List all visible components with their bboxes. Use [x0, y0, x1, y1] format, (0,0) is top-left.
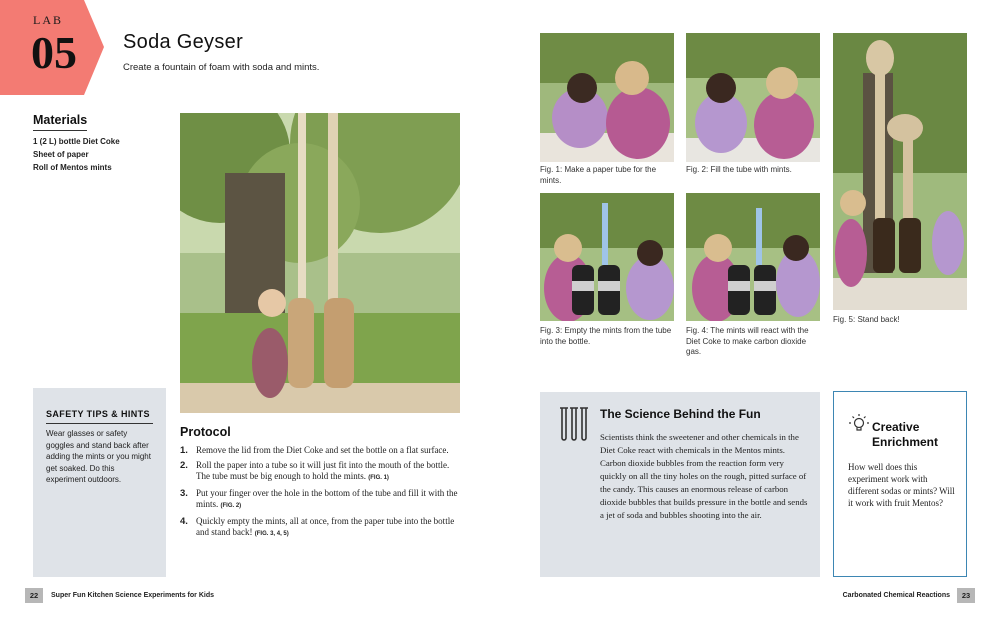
figure-1-caption: Fig. 1: Make a paper tube for the mints. — [540, 165, 657, 185]
main-photo — [180, 113, 460, 413]
list-item: 1 (2 L) bottle Diet Coke — [33, 137, 120, 146]
figure-reference: (FIG. 1) — [368, 475, 389, 481]
creative-heading: Creative Enrichment — [872, 420, 939, 449]
list-item: Roll of Mentos mints — [33, 163, 112, 172]
creative-text: How well does this experiment work with different sodas or mints? Will it work with fruit Mentos? — [848, 462, 955, 508]
figure-2-photo — [686, 33, 820, 162]
safety-tips-box — [33, 388, 166, 577]
figure-3-photo — [540, 193, 674, 321]
figure-2-caption: Fig. 2: Fill the tube with mints. — [686, 165, 792, 174]
step-text: Remove the lid from the Diet Coke and set the bottle on a flat surface. — [196, 445, 449, 455]
figure-1-photo — [540, 33, 674, 162]
step-number: 1. — [180, 445, 188, 456]
science-box — [540, 392, 820, 577]
page-subtitle: Create a fountain of foam with soda and mints. — [123, 62, 320, 73]
science-text: Scientists think the sweetener and other chemicals in the Diet Coke react with chemicals in the Mentos mints. Carbon dioxide bubbles from the reaction form very quickly on all the tiny holes on the rough, pitted surface of the candy. This causes an enormous release of carbon dioxide bubbles that builds pressure in the bottle and sends a jet of soda and bubbles shooting into the air. — [600, 432, 808, 520]
right-footer-title: Carbonated Chemical Reactions — [842, 592, 950, 599]
figure-4-photo — [686, 193, 820, 321]
step-number: 3. — [180, 487, 188, 499]
protocol-step — [180, 445, 465, 457]
science-heading: The Science Behind the Fun — [600, 407, 761, 421]
step-text: Put your finger over the hole in the bottom of the tube and fill it with the mints. (FIG. 2) — [196, 487, 458, 509]
protocol-section — [180, 425, 465, 544]
materials-section — [33, 111, 173, 174]
figure-reference: (FIG. 3, 4, 5) — [254, 531, 289, 537]
protocol-heading: Protocol — [180, 425, 231, 439]
protocol-step — [180, 488, 465, 513]
figure-5-photo — [833, 33, 967, 310]
list-item: Sheet of paper — [33, 150, 89, 159]
step-number: 2. — [180, 459, 188, 471]
left-page-number: 22 — [25, 588, 43, 603]
protocol-step — [180, 516, 465, 541]
lab-number: 05 — [31, 27, 77, 78]
safety-text: Wear glasses or safety goggles and stand back after adding the mints or you might get soaked. Do this experiment outdoors. — [46, 429, 151, 484]
lab-label: LAB — [33, 13, 63, 27]
step-number: 4. — [180, 515, 188, 527]
lab-badge — [0, 0, 104, 95]
test-tubes-icon — [558, 406, 590, 444]
page-title: Soda Geyser — [123, 31, 244, 53]
figure-5-caption: Fig. 5: Stand back! — [833, 315, 900, 324]
right-page-number: 23 — [957, 588, 975, 603]
left-footer-title: Super Fun Kitchen Science Experiments for Kids — [51, 592, 214, 599]
materials-list — [33, 135, 173, 174]
step-text: Roll the paper into a tube so it will just fit into the mouth of the bottle. The tube must be big enough to hold the mints. (FIG. 1) — [196, 459, 450, 481]
figure-reference: (FIG. 2) — [220, 503, 242, 509]
safety-heading: SAFETY TIPS & HINTS — [46, 409, 153, 424]
figure-4-caption: Fig. 4: The mints will react with the Diet Coke to make carbon dioxide gas. — [686, 326, 809, 356]
step-text: Quickly empty the mints, all at once, from the paper tube into the bottle and stand back! (FIG. 3, 4, 5) — [196, 515, 455, 537]
lightbulb-icon — [848, 413, 870, 435]
protocol-step — [180, 460, 465, 485]
figure-3-caption: Fig. 3: Empty the mints from the tube into the bottle. — [540, 326, 672, 346]
materials-heading: Materials — [33, 113, 87, 131]
creative-enrichment-box — [833, 391, 967, 577]
